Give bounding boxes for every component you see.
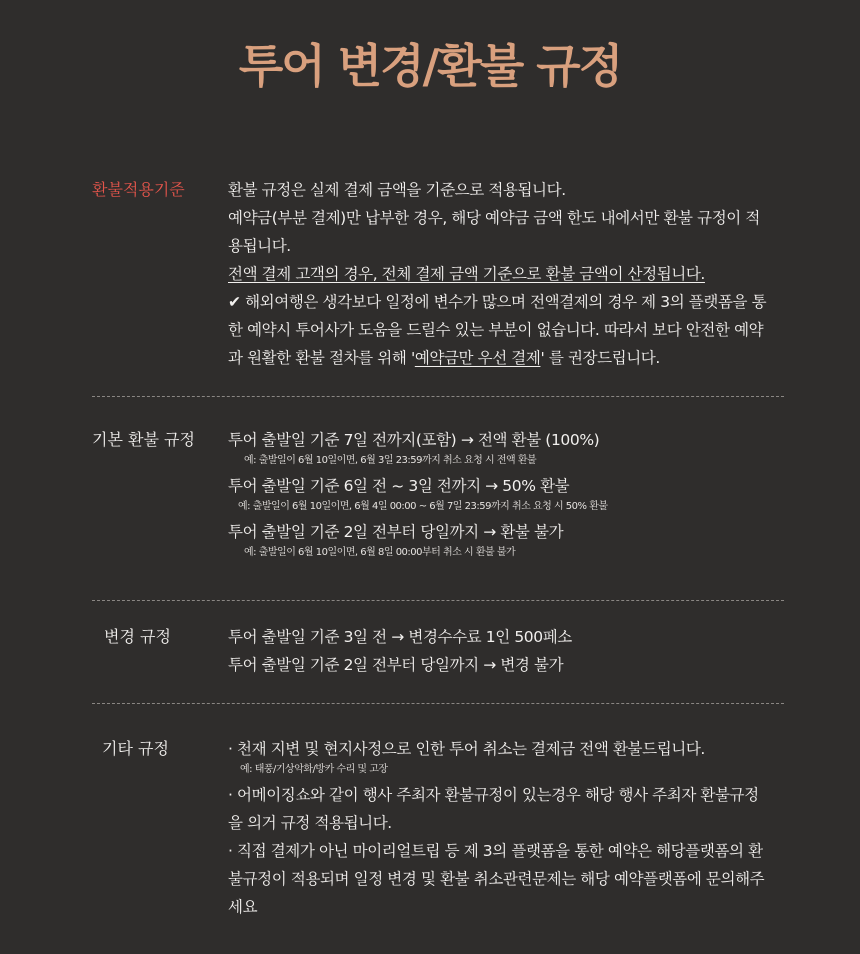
other-rule: · 어메이징쇼와 같이 행사 주최자 환불규정이 있는경우 해당 행사 주최자 환불규정 <box>228 786 759 804</box>
change-rule: 투어 출발일 기준 2일 전부터 당일까지 → 변경 불가 <box>228 656 564 674</box>
deposit-first-highlight: 예약금만 우선 결제 <box>414 349 541 367</box>
refund-basis-line: 용됩니다. <box>228 237 291 255</box>
other-rule: 을 의거 규정 적용됩니다. <box>228 814 392 832</box>
section-divider <box>92 396 784 397</box>
change-rules-label: 변경 규정 <box>104 627 171 646</box>
refund-rule: 투어 출발일 기준 6일 전 ~ 3일 전까지 → 50% 환불 <box>228 477 570 495</box>
refund-rule-example: 예: 출발일이 6월 10일이면, 6월 3일 23:59까지 취소 요청 시 전액 환불 <box>244 455 537 466</box>
other-rules-content <box>228 735 818 921</box>
refund-basis-line: 예약금(부분 결제)만 납부한 경우, 해당 예약금 금액 한도 내에서만 환불 규정이 적 <box>228 209 760 227</box>
refund-basis-line <box>228 344 818 372</box>
refund-basis-line: ✔ 해외여행은 생각보다 일정에 변수가 많으며 전액결제의 경우 제 3의 플랫폼을 통 <box>228 293 767 311</box>
recommend-suffix: ' 를 권장드립니다. <box>540 349 660 367</box>
refund-basis-line: 한 예약시 투어사가 도움을 드릴수 있는 부분이 없습니다. 따라서 보다 안전한 예약 <box>228 321 764 339</box>
refund-basis-content <box>228 176 818 372</box>
other-rule: · 천재 지변 및 현지사정으로 인한 투어 취소는 결제금 전액 환불드립니다. <box>228 740 705 758</box>
other-rule: 세요 <box>228 898 258 916</box>
change-rules-content <box>228 623 818 679</box>
basic-refund-label: 기본 환불 규정 <box>92 430 195 449</box>
section-divider <box>92 703 784 704</box>
refund-basis-line: 환불 규정은 실제 결제 금액을 기준으로 적용됩니다. <box>228 181 566 199</box>
other-rule-example: 예: 태풍/기상악화/방카 수리 및 고장 <box>240 764 388 775</box>
refund-rule-example: 예: 출발일이 6월 10일이면, 6월 8일 00:00부터 취소 시 환불 불가 <box>244 547 516 558</box>
other-rule: 불규정이 적용되며 일정 변경 및 환불 취소관련문제는 해당 예약플랫폼에 문의해주 <box>228 870 765 888</box>
recommend-prefix: 과 원활한 환불 절차를 위해 ' <box>228 349 415 367</box>
change-rule: 투어 출발일 기준 3일 전 → 변경수수료 1인 500페소 <box>228 628 572 646</box>
refund-rule: 투어 출발일 기준 2일 전부터 당일까지 → 환불 불가 <box>228 523 564 541</box>
full-payment-note: 전액 결제 고객의 경우, 전체 결제 금액 기준으로 환불 금액이 산정됩니다. <box>228 265 705 283</box>
refund-basis-label: 환불적용기준 <box>92 180 185 199</box>
page-title: 투어 변경/환불 규정 <box>238 39 622 93</box>
refund-rule: 투어 출발일 기준 7일 전까지(포함) → 전액 환불 (100%) <box>228 431 600 449</box>
basic-refund-content <box>228 426 818 564</box>
refund-rule-example: 예: 출발일이 6월 10일이면, 6월 4일 00:00 ~ 6월 7일 23:59까지 취소 요청 시 50% 환불 <box>238 501 608 512</box>
other-rules-label: 기타 규정 <box>102 739 169 758</box>
other-rule: · 직접 결제가 아닌 마이리얼트립 등 제 3의 플랫폼을 통한 예약은 해당플랫폼의 환 <box>228 842 763 860</box>
section-divider <box>92 600 784 601</box>
